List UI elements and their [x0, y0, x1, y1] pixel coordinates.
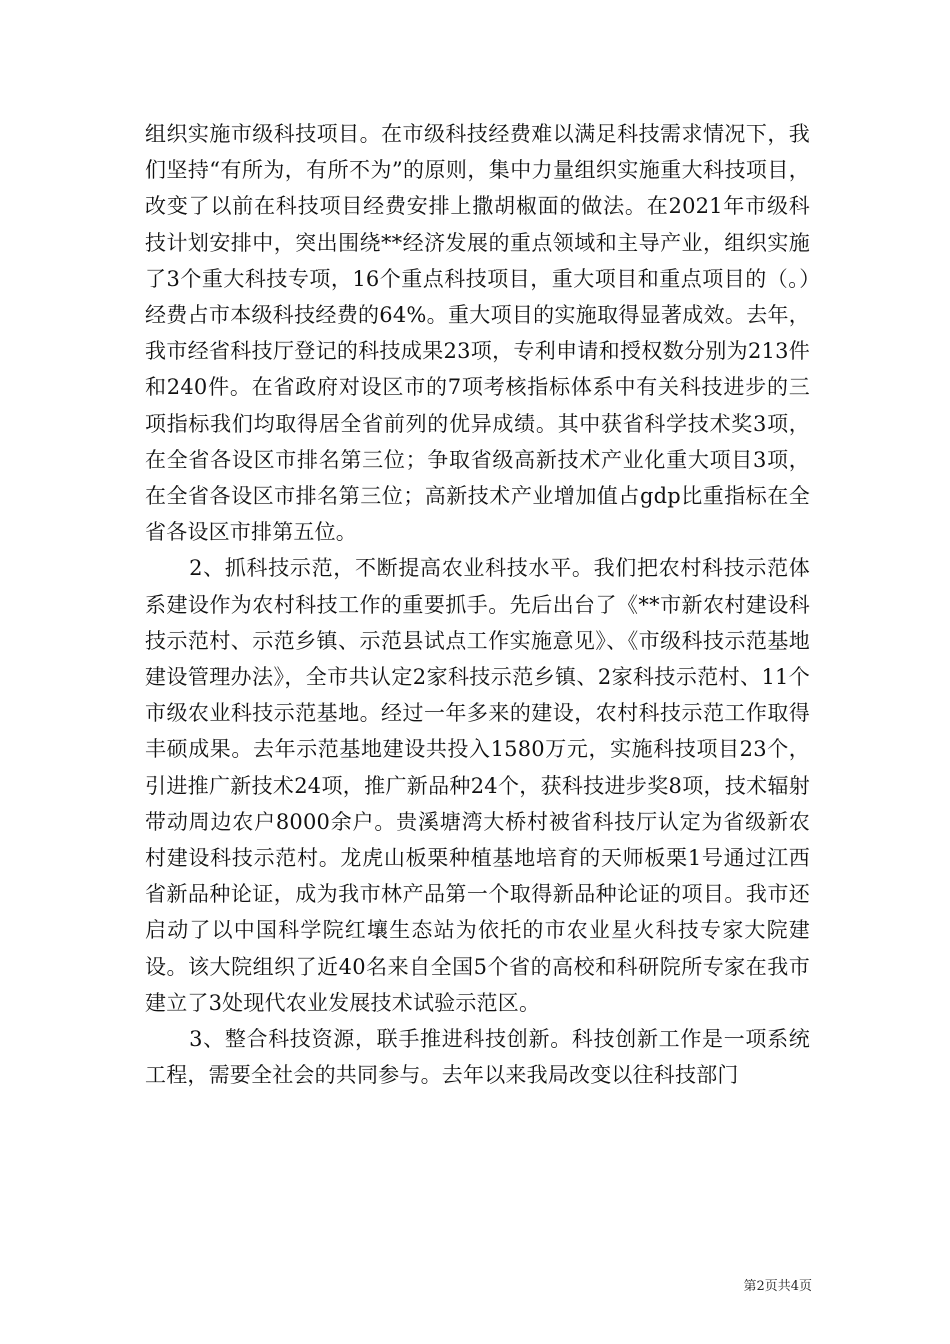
document-body	[145, 116, 810, 1093]
page-number: 第2页共4页	[743, 1279, 812, 1294]
paragraph-3: 3、整合科技资源，联手推进科技创新。科技创新工作是一项系统工程，需要全社会的共同参与。去年以来我局改变以往科技部门	[145, 1027, 810, 1088]
paragraph-1: 组织实施市级科技项目。在市级科技经费难以满足科技需求情况下，我们坚持“有所为，有所不为”的原则，集中力量组织实施重大科技项目，改变了以前在科技项目经费安排上撒胡椒面的做法。在2021年市级科技计划安排中，突出围绕**经济发展的重点领域和主导产业，组织实施了3个重大科技专项，16个重点科技项目，重大项目和重点项目的（。）经费占市本级科技经费的64%。重大项目的实施取得显著成效。去年，我市经省科技厅登记的科技成果23项，专利申请和授权数分别为213件和240件。在省政府对设区市的7项考核指标体系中有关科技进步的三项指标我们均取得居全省前列的优异成绩。其中获省科学技术奖3项，在全省各设区市排名第三位；争取省级高新技术产业化重大项目3项，在全省各设区市排名第三位；高新技术产业增加值占gdp比重指标在全省各设区市排第五位。	[145, 122, 810, 545]
paragraph-2: 2、抓科技示范，不断提高农业科技水平。我们把农村科技示范体系建设作为农村科技工作的重要抓手。先后出台了《**市新农村建设科技示范村、示范乡镇、示范县试点工作实施意见》、《市级科技示范基地建设管理办法》，全市共认定2家科技示范乡镇、2家科技示范村、11个市级农业科技示范基地。经过一年多来的建设，农村科技示范工作取得丰硕成果。去年示范基地建设共投入1580万元，实施科技项目23个，引进推广新技术24项，推广新品种24个，获科技进步奖8项，技术辐射带动周边农户8000余户。贵溪塘湾大桥村被省科技厅认定为省级新农村建设科技示范村。龙虎山板栗种植基地培育的天师板栗1号通过江西省新品种论证，成为我市林产品第一个取得新品种论证的项目。我市还启动了以中国科学院红壤生态站为依托的市农业星火科技专家大院建设。该大院组织了近40名来自全国5个省的高校和科研院所专家在我市建立了3处现代农业发展技术试验示范区。	[145, 556, 810, 1015]
